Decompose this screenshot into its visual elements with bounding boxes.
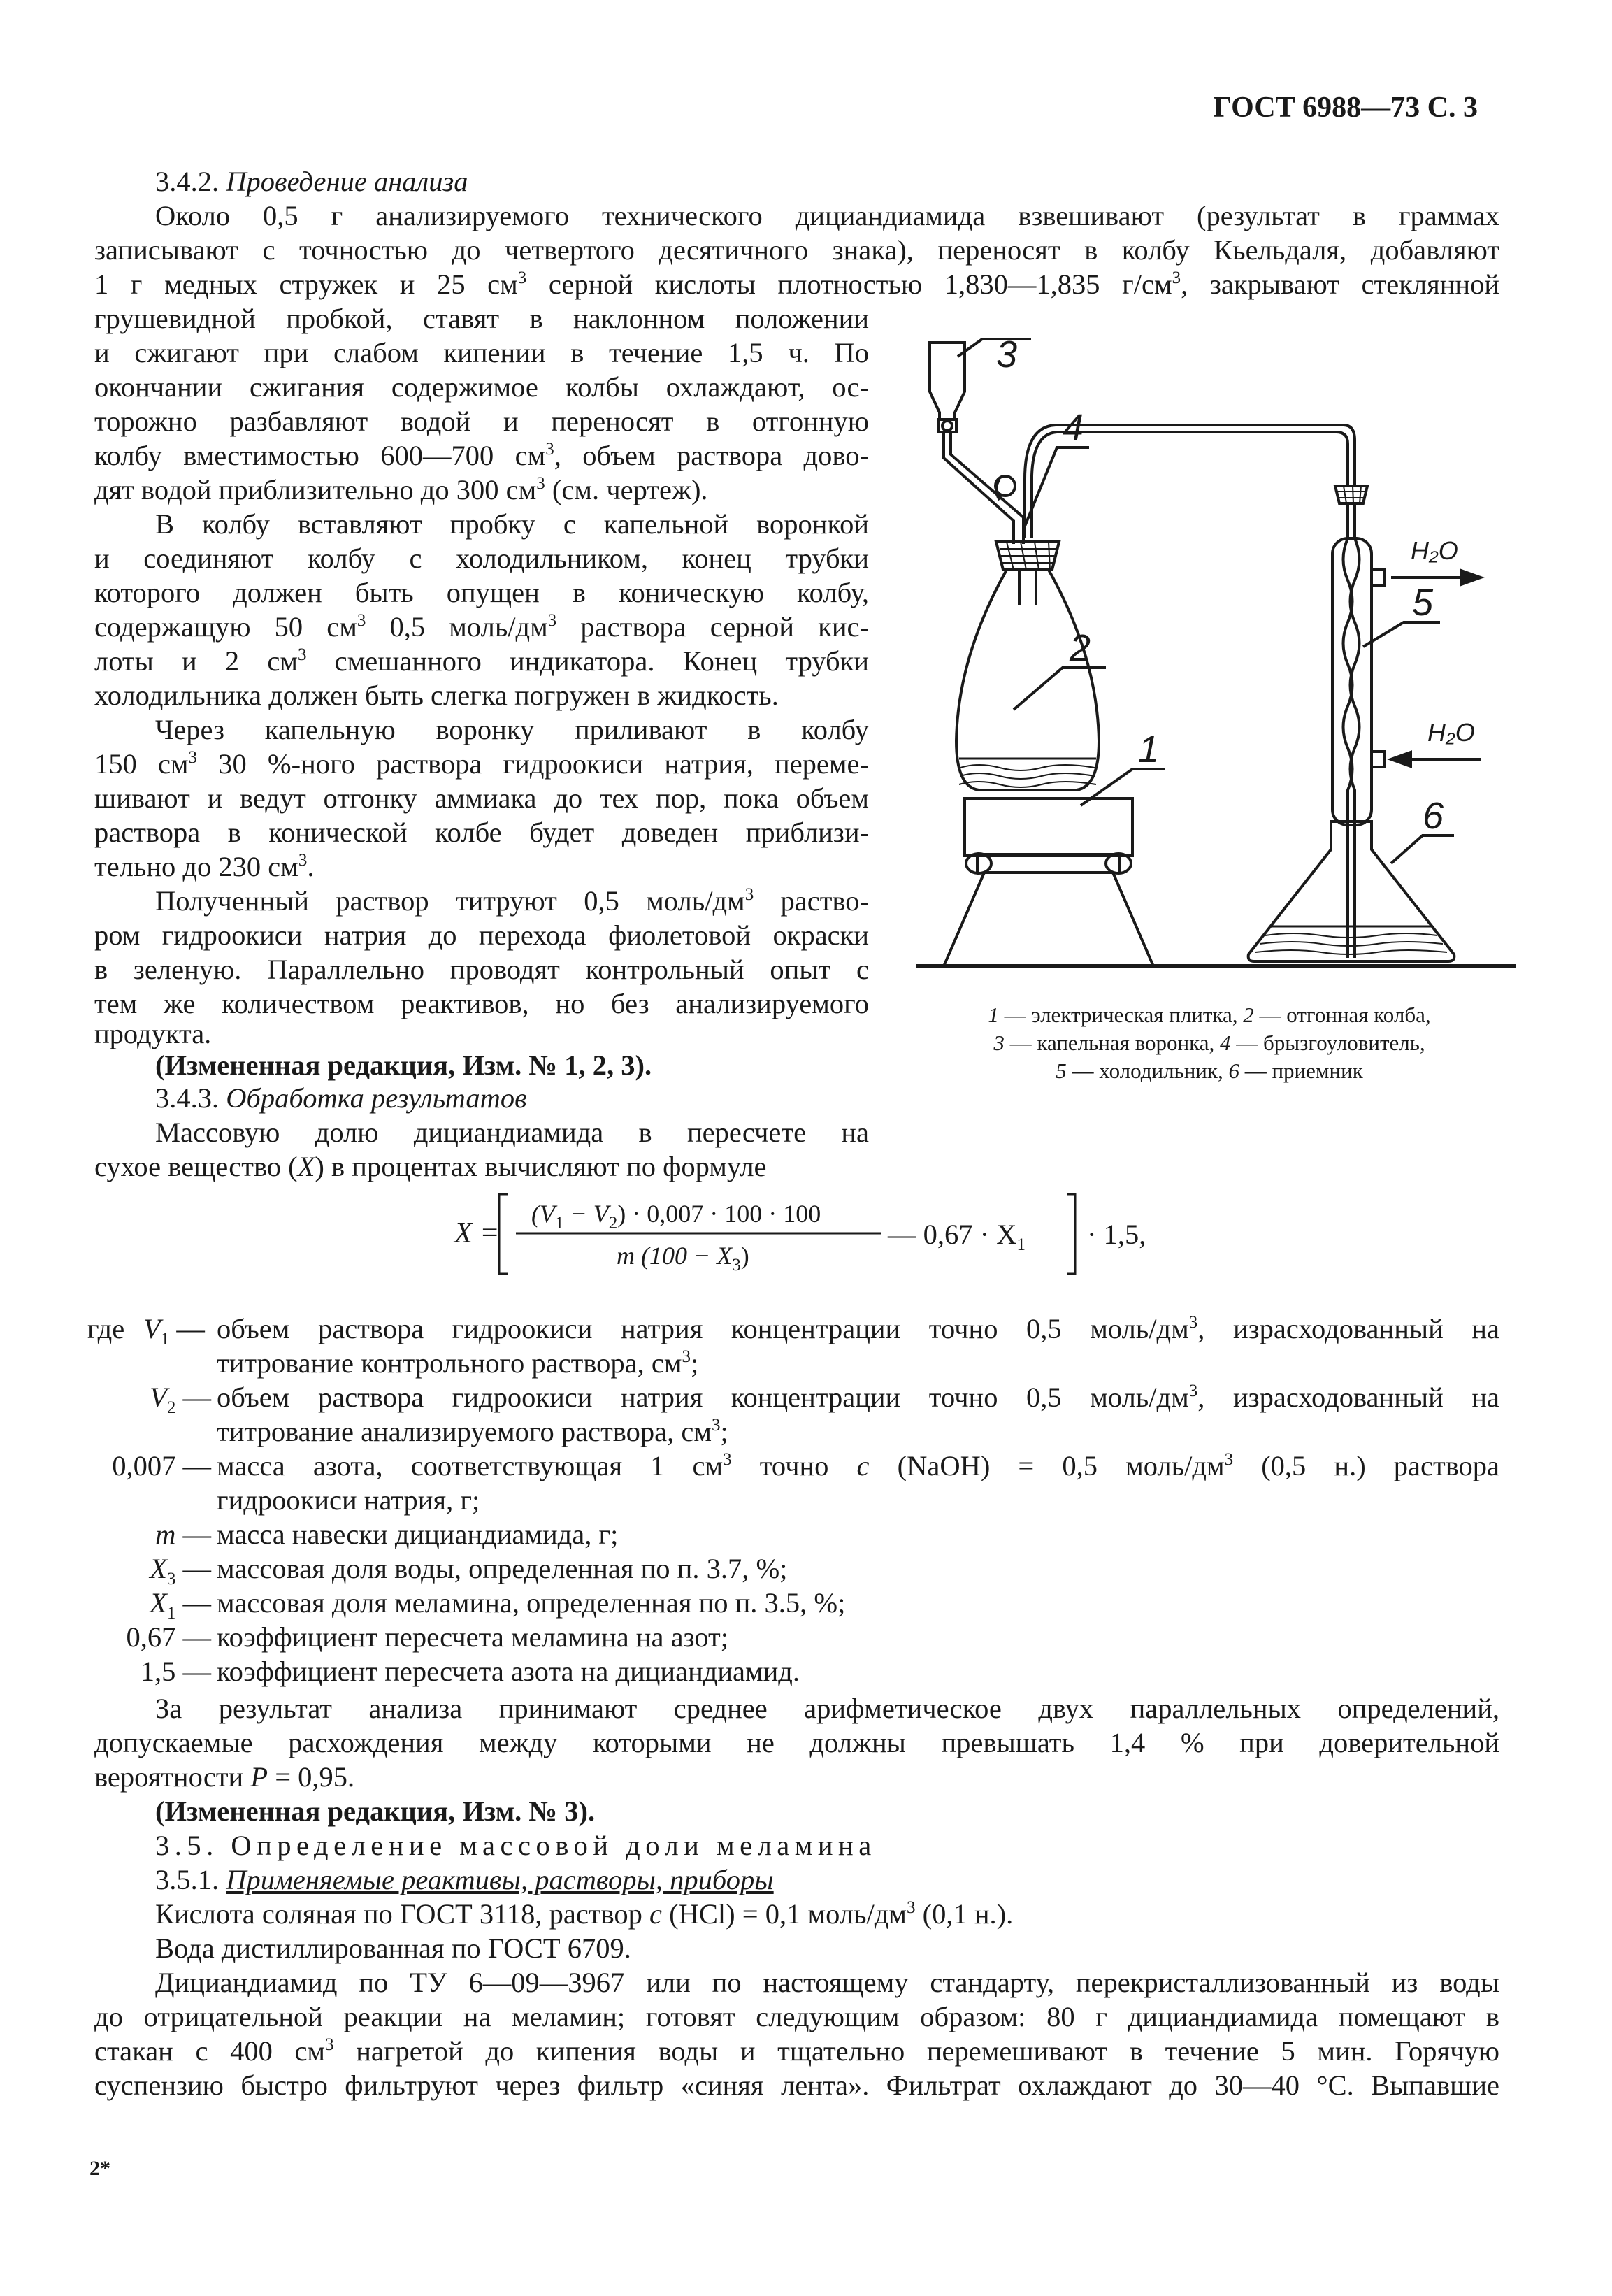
section-heading: 3.4.3. Обработка результатов (155, 1082, 527, 1114)
paragraph-line: В колбу вставляют пробку с капельной воронкой (155, 508, 869, 540)
paragraph-line: дят водой приблизительно до 300 $см^3$ (см. чертеж). (94, 474, 708, 505)
edition-note: (Измененная редакция, Изм. № 3). (155, 1795, 596, 1827)
paragraph-line: колбу вместимостью 600—700 $см^3$, объем раствора дово- (94, 440, 869, 471)
paragraph-line: грушевидной пробкой, ставят в наклонном положении (94, 303, 869, 334)
formula-tail: · 1,5, (1087, 1219, 1146, 1250)
where-desc: коэффициент пересчета азота на дициандиамид. (217, 1656, 800, 1687)
figure-caption-line: 3 — капельная воронка, 4 — брызгоуловитель, (993, 1031, 1425, 1055)
where-desc: титрование контрольного раствора, $см^3$; (217, 1347, 699, 1379)
paragraph-line: до отрицательной реакции на меламин; готовят следующим образом: 80 г дициандиамида помещают в (94, 2001, 1499, 2032)
paragraph-line: допускаемые расхождения между которыми не должны превышать 1,4 % при доверительной (94, 1727, 1499, 1758)
page-footer: 2* (89, 2157, 110, 2180)
paragraph-line: в зеленую. Параллельно проводят контрольный опыт с (94, 954, 869, 985)
paragraph-line: 1 г медных стружек и 25 $см^3$ серной кислоты плотностью 1,830—1,835 $г/см^3$, закрывают стеклянной (94, 268, 1499, 300)
page-header: ГОСТ 6988—73 С. 3 (1213, 92, 1478, 124)
paragraph-line: стакан с 400 $см^3$ нагретой до кипения воды и тщательно перемешивают в течение 5 мин. Горячую (94, 2035, 1499, 2067)
where-symbol: $X_1$ — (150, 1587, 211, 1623)
paragraph-line: Дициандиамид по ТУ 6—09—3967 или по настоящему стандарту, перекристаллизованный из воды (155, 1967, 1499, 1998)
paragraph-line: и сжигают при слабом кипении в течение 1,5 ч. По (94, 337, 869, 368)
where-desc: массовая доля воды, определенная по п. 3.7, %; (217, 1553, 788, 1584)
where-symbol: m — (155, 1519, 211, 1550)
paragraph-line: и соединяют колбу с холодильником, конец трубки (94, 543, 869, 574)
where-desc: титрование анализируемого раствора, $см^3$; (217, 1416, 728, 1447)
figure-label-2: 2 (1070, 627, 1091, 669)
where-symbol: 0,007 — (112, 1450, 211, 1481)
paragraph-line: Массовую долю дициандиамида в пересчете на (155, 1117, 869, 1148)
paragraph-line: раствора в конической колбе будет доведен приблизи- (94, 817, 869, 848)
section-heading: 3.4.2. Проведение анализа (155, 166, 468, 197)
section-heading: 3.5. Определение массовой доли меламина (155, 1830, 877, 1861)
paragraph-line: Полученный раствор титруют 0,5 моль/$дм^3$ раство- (155, 885, 870, 917)
where-desc: объем раствора гидроокиси натрия концентрации точно 0,5 моль/$дм^3$, израсходованный на (217, 1313, 1499, 1344)
paragraph-line: Вода дистиллированная по ГОСТ 6709. (155, 1932, 631, 1964)
paragraph-line: записывают с точностью до четвертого десятичного знака), переносят в колбу Кьельдаля, добавляют (94, 234, 1499, 266)
where-symbol: 1,5 — (140, 1656, 211, 1687)
paragraph-line: холодильника должен быть слегка погружен в жидкость. (94, 680, 779, 711)
figure-label-3: 3 (996, 333, 1018, 375)
water-in-label: H₂O (1427, 718, 1475, 747)
figure-caption-line: 1 — электрическая плитка, 2 — отгонная колба, (988, 1003, 1431, 1027)
where-desc: коэффициент пересчета меламина на азот; (217, 1621, 728, 1653)
paragraph-line: Через капельную воронку приливают в колбу (155, 714, 869, 745)
apparatus-diagram (902, 329, 1524, 982)
paragraph-line: тельно до 230 $см^3$. (94, 851, 315, 882)
formula-lhs: X = (454, 1217, 500, 1249)
paragraph-line: тем же количеством реактивов, но без анализируемого (94, 988, 869, 1019)
edition-note: (Измененная редакция, Изм. № 1, 2, 3). (155, 1049, 652, 1081)
paragraph-line: которого должен быть опущен в коническую колбу, (94, 577, 869, 608)
paragraph-line: Кислота соляная по ГОСТ 3118, раствор c (HCl) = 0,1 моль/$дм^3$ (0,1 н.). (155, 1898, 1014, 1930)
where-desc: объем раствора гидроокиси натрия концентрации точно 0,5 моль/$дм^3$, израсходованный на (217, 1382, 1499, 1413)
paragraph-line: сухое вещество (X) в процентах вычисляют по формуле (94, 1151, 767, 1182)
figure-label-4: 4 (1063, 407, 1084, 449)
paragraph-line: окончании сжигания содержимое колбы охлаждают, ос- (94, 371, 869, 403)
paragraph-line: лоты и 2 $см^3$ смешанного индикатора. Конец трубки (94, 645, 869, 677)
paragraph-line: вероятности P = 0,95. (94, 1761, 355, 1793)
formula-numerator: $(V_1 - V_2) \cdot 0,007 \cdot 100 \cdot 100$ (531, 1200, 821, 1233)
formula-minus-term: — $0,67 \cdot X_1$ (888, 1219, 1026, 1254)
where-desc: массовая доля меламина, определенная по п. 3.5, %; (217, 1587, 846, 1619)
paragraph-line: суспензию быстро фильтруют через фильтр «синяя лента». Фильтрат охлаждают до 30—40 °C. Выпавшие (94, 2069, 1499, 2101)
where-symbol: $V_2$ — (150, 1382, 211, 1417)
where-symbol: $V_1$ — (143, 1313, 205, 1349)
paragraph-line: Около 0,5 г анализируемого технического дициандиамида взвешивают (результат в граммах (155, 200, 1499, 231)
where-desc: масса навески дициандиамида, г; (217, 1519, 619, 1550)
formula-denominator: m $(100 - X_3)$ (617, 1242, 749, 1275)
formula (454, 1189, 1153, 1279)
where-desc: масса азота, соответствующая 1 $см^3$ точно c (NaOH) = 0,5 моль/$дм^3$ (0,5 н.) раствора (217, 1450, 1500, 1481)
where-desc: гидроокиси натрия, г; (217, 1484, 480, 1516)
paragraph-line: продукта. (94, 1018, 212, 1049)
paragraph-line: шивают и ведут отгонку аммиака до тех пор, пока объем (94, 782, 869, 814)
where-symbol: $X_3$ — (150, 1553, 211, 1588)
paragraph-line: За результат анализа принимают среднее арифметическое двух параллельных определений, (155, 1693, 1499, 1724)
section-heading: 3.5.1. Применяемые реактивы, растворы, приборы (155, 1864, 774, 1895)
paragraph-line: ром гидроокиси натрия до перехода фиолетовой окраски (94, 919, 869, 951)
figure-label-1: 1 (1138, 729, 1160, 770)
paragraph-line: содержащую 50 $см^3$ 0,5 моль/$дм^3$ раствора серной кис- (94, 611, 869, 643)
where-lead: где (87, 1313, 125, 1344)
paragraph-line: 150 $см^3$ 30 %-ного раствора гидроокиси натрия, переме- (94, 748, 869, 780)
figure-caption-line: 5 — холодильник, 6 — приемник (1056, 1059, 1363, 1083)
figure-label-5: 5 (1412, 582, 1434, 624)
water-out-label: H₂O (1411, 536, 1458, 565)
where-symbol: 0,67 — (126, 1621, 211, 1653)
paragraph-line: торожно разбавляют водой и переносят в отгонную (94, 406, 869, 437)
figure-label-6: 6 (1423, 795, 1444, 837)
